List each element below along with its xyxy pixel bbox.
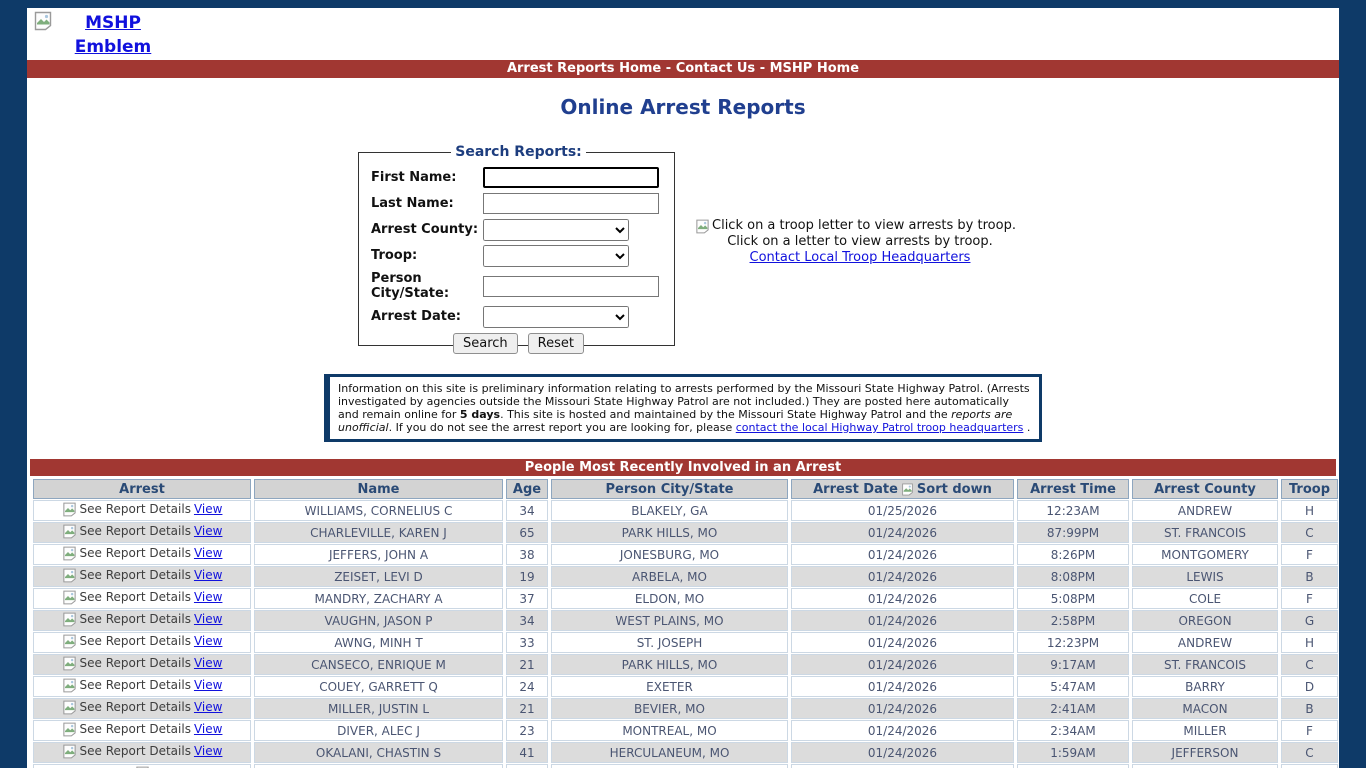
table-row-partial — [33, 764, 1338, 768]
mshp-emblem-link[interactable] — [33, 11, 183, 59]
table-row — [33, 698, 1338, 719]
arrest-county-cell: MACON — [1132, 698, 1278, 719]
contact-troop-headquarters-link[interactable]: contact the local Highway Patrol troop headquarters — [735, 421, 1024, 434]
name-cell: JEFFERS, JOHN A — [254, 544, 503, 565]
page-title: Online Arrest Reports — [560, 95, 806, 119]
arrest-county-cell: ANDREW — [1132, 500, 1278, 521]
col-header-arrest-time[interactable]: Arrest Time — [1017, 479, 1129, 499]
arrest-date-cell: 01/24/2026 — [791, 544, 1014, 565]
arrest-time-cell: 2:34AM — [1017, 720, 1129, 741]
arrest-county-cell: BARRY — [1132, 676, 1278, 697]
arrest-cell — [33, 764, 251, 768]
arrest-cell — [33, 654, 251, 675]
see-report-details-text: See Report Details — [79, 590, 191, 604]
arrest-date-cell: 01/24/2026 — [791, 566, 1014, 587]
troop-select[interactable] — [483, 245, 629, 267]
arrest-county-cell: MILLER — [1132, 720, 1278, 741]
arrests-table-title: People Most Recently Involved in an Arrest — [30, 459, 1336, 476]
age-cell: 23 — [506, 720, 548, 741]
arrest-cell — [33, 698, 251, 719]
notice-text: . If you do not see the arrest report you are looking for, please — [388, 421, 736, 434]
person-city-state-cell: BEVIER, MO — [551, 698, 788, 719]
contact-local-troop-headquarters-link[interactable]: Contact Local Troop Headquarters — [749, 250, 971, 265]
see-report-details-text: See Report Details — [79, 612, 191, 626]
arrest-time-cell: 87:99PM — [1017, 522, 1129, 543]
age-cell: 34 — [506, 500, 548, 521]
name-cell: COUEY, GARRETT Q — [254, 676, 503, 697]
col-header-name[interactable]: Name — [254, 479, 503, 499]
sort-down-alt-text: Sort down — [916, 481, 992, 497]
see-report-details-text: See Report Details — [79, 722, 191, 736]
broken-image-icon — [33, 11, 53, 31]
arrest-time-cell: 2:41AM — [1017, 698, 1129, 719]
person-city-state-cell: BLAKELY, GA — [551, 500, 788, 521]
table-row — [33, 566, 1338, 587]
person-city-state-cell: WEST PLAINS, MO — [551, 610, 788, 631]
age-cell: 21 — [506, 654, 548, 675]
view-report-link[interactable]: View — [193, 722, 223, 736]
person-city-state-cell: PARK HILLS, MO — [551, 522, 788, 543]
nav-separator: - — [661, 61, 676, 76]
arrest-time-cell: 5:47AM — [1017, 676, 1129, 697]
arrest-cell — [33, 676, 251, 697]
arrest-date-cell: 01/24/2026 — [791, 588, 1014, 609]
arrest-cell — [33, 610, 251, 631]
see-report-details-text: See Report Details — [79, 524, 191, 538]
page-content — [27, 8, 1339, 768]
col-header-person-city-state[interactable]: Person City/State — [551, 479, 788, 499]
arrest-date-cell: 01/24/2026 — [791, 522, 1014, 543]
table-header-row — [33, 479, 1338, 499]
troop-cell: H — [1281, 632, 1338, 653]
notice-text: . This site is hosted and maintained by the Missouri State Highway Patrol and the — [500, 408, 952, 421]
broken-image-icon — [62, 722, 77, 737]
troop-map-alt-text: Click on a troop letter to view arrests by troop. — [712, 218, 1016, 233]
age-cell: 41 — [506, 742, 548, 763]
arrest-date-cell: 01/24/2026 — [791, 610, 1014, 631]
see-report-details-text: See Report Details — [79, 700, 191, 714]
arrest-cell — [33, 588, 251, 609]
table-row — [33, 654, 1338, 675]
name-cell: MILLER, JUSTIN L — [254, 698, 503, 719]
arrest-date-cell: 01/24/2026 — [791, 654, 1014, 675]
name-cell: ZEISET, LEVI D — [254, 566, 503, 587]
col-header-troop[interactable]: Troop — [1281, 479, 1338, 499]
broken-image-icon — [62, 678, 77, 693]
age-cell: 37 — [506, 588, 548, 609]
search-button[interactable]: Search — [453, 333, 518, 354]
notice-italic-text: reports are unofficial — [338, 408, 1013, 434]
view-report-link[interactable]: View — [193, 590, 223, 604]
last-name-label: Last Name: — [371, 195, 454, 211]
last-name-input[interactable] — [483, 193, 659, 214]
broken-image-icon — [62, 546, 77, 561]
see-report-details-text: See Report Details — [79, 634, 191, 648]
arrest-cell — [33, 566, 251, 587]
name-cell: WILLIAMS, CORNELIUS C — [254, 500, 503, 521]
nav-mshp-home-link[interactable]: MSHP Home — [769, 61, 860, 76]
troop-cell: B — [1281, 698, 1338, 719]
arrest-county-cell: MONTGOMERY — [1132, 544, 1278, 565]
arrest-date-cell: 01/24/2026 — [791, 698, 1014, 719]
arrest-county-cell: LEWIS — [1132, 566, 1278, 587]
col-header-arrest-county[interactable]: Arrest County — [1132, 479, 1278, 499]
troop-cell: F — [1281, 588, 1338, 609]
table-row — [33, 720, 1338, 741]
sort-down-broken-image-icon — [901, 483, 914, 496]
view-report-link[interactable]: View — [193, 502, 223, 516]
col-header-arrest-date[interactable] — [791, 479, 1014, 499]
table-row — [33, 544, 1338, 565]
person-city-state-cell: JONESBURG, MO — [551, 544, 788, 565]
name-cell: VAUGHN, JASON P — [254, 610, 503, 631]
nav-separator: - — [755, 61, 770, 76]
search-section — [27, 144, 1339, 374]
troop-cell: B — [1281, 566, 1338, 587]
table-row — [33, 522, 1338, 543]
arrest-cell — [33, 500, 251, 521]
arrest-date-label: Arrest Date: — [371, 308, 461, 324]
broken-image-icon — [62, 590, 77, 605]
troop-label: Troop: — [371, 248, 418, 264]
arrests-table-section — [30, 459, 1336, 768]
broken-image-icon — [62, 502, 77, 517]
troop-cell: F — [1281, 544, 1338, 565]
arrest-date-cell: 01/24/2026 — [791, 632, 1014, 653]
arrest-time-cell: 12:23PM — [1017, 632, 1129, 653]
arrest-county-cell: COLE — [1132, 588, 1278, 609]
age-cell: 38 — [506, 544, 548, 565]
arrest-date-select[interactable] — [483, 306, 629, 328]
view-report-link[interactable]: View — [193, 634, 223, 648]
table-row — [33, 500, 1338, 521]
broken-image-icon — [62, 744, 77, 759]
troop-cell: H — [1281, 500, 1338, 521]
top-nav-bar — [27, 60, 1339, 78]
person-city-state-cell: ST. JOSEPH — [551, 632, 788, 653]
person-city-state-cell: EXETER — [551, 676, 788, 697]
arrest-county-select[interactable] — [483, 219, 629, 241]
arrest-time-cell: 1:59AM — [1017, 742, 1129, 763]
notice-text: Information on this site is preliminary information relating to arrests performed by the Missouri State Highway Patrol. (Arrests investigated by agencies outside the Missouri State Highway Patrol are not included.) They are posted here automatically and remain online for — [338, 382, 1030, 421]
see-report-details-text: See Report Details — [79, 678, 191, 692]
person-city-state-label: Person City/State: — [371, 271, 450, 301]
person-city-state-input[interactable] — [483, 276, 659, 297]
reset-button[interactable]: Reset — [528, 333, 584, 354]
arrest-time-cell: 2:58PM — [1017, 610, 1129, 631]
broken-image-icon — [62, 656, 77, 671]
see-report-details-text: See Report Details — [79, 546, 191, 560]
table-row — [33, 742, 1338, 763]
arrest-cell — [33, 544, 251, 565]
arrest-county-cell: JEFFERSON — [1132, 742, 1278, 763]
see-report-details-text: See Report Details — [79, 502, 191, 516]
person-city-state-cell: ARBELA, MO — [551, 566, 788, 587]
person-city-state-cell: MONTREAL, MO — [551, 720, 788, 741]
troop-cell: F — [1281, 720, 1338, 741]
troop-cell: C — [1281, 742, 1338, 763]
arrest-date-cell: 01/24/2026 — [791, 720, 1014, 741]
age-cell: 21 — [506, 698, 548, 719]
troop-cell: C — [1281, 654, 1338, 675]
view-report-link[interactable]: View — [193, 744, 223, 758]
view-report-link[interactable]: View — [193, 700, 223, 714]
age-cell: 19 — [506, 566, 548, 587]
arrest-county-cell: ST. FRANCOIS — [1132, 654, 1278, 675]
age-cell: 24 — [506, 676, 548, 697]
name-cell: MANDRY, ZACHARY A — [254, 588, 503, 609]
arrest-time-cell: 8:26PM — [1017, 544, 1129, 565]
first-name-input[interactable] — [483, 167, 659, 188]
age-cell: 34 — [506, 610, 548, 631]
col-header-arrest[interactable]: Arrest — [33, 479, 251, 499]
see-report-details-text: See Report Details — [79, 744, 191, 758]
name-cell: DIVER, ALEC J — [254, 720, 503, 741]
arrest-date-cell: 01/24/2026 — [791, 676, 1014, 697]
view-report-link[interactable]: View — [193, 612, 223, 626]
table-row — [33, 632, 1338, 653]
arrest-county-label: Arrest County: — [371, 221, 479, 237]
broken-image-icon — [62, 634, 77, 649]
arrest-time-cell: 5:08PM — [1017, 588, 1129, 609]
site-header — [27, 8, 1339, 60]
nav-contact-us-link[interactable]: Contact Us — [675, 61, 756, 76]
age-cell: 33 — [506, 632, 548, 653]
person-city-state-cell: PARK HILLS, MO — [551, 654, 788, 675]
table-row — [33, 676, 1338, 697]
broken-image-icon — [62, 524, 77, 539]
arrest-time-cell: 8:08PM — [1017, 566, 1129, 587]
first-name-label: First Name: — [371, 169, 457, 185]
arrest-date-cell: 01/24/2026 — [791, 742, 1014, 763]
age-cell: 65 — [506, 522, 548, 543]
preliminary-info-notice — [324, 374, 1042, 442]
name-cell: CANSECO, ENRIQUE M — [254, 654, 503, 675]
broken-image-icon — [62, 568, 77, 583]
view-report-link[interactable]: View — [193, 524, 223, 538]
person-city-state-cell: ELDON, MO — [551, 588, 788, 609]
see-report-details-text: See Report Details — [79, 656, 191, 670]
view-report-link[interactable]: View — [193, 568, 223, 582]
troop-map-section — [695, 218, 1025, 266]
arrests-table — [30, 478, 1341, 768]
name-cell: CHARLEVILLE, KAREN J — [254, 522, 503, 543]
table-row — [33, 588, 1338, 609]
arrest-cell — [33, 632, 251, 653]
notice-bold-text: 5 days — [459, 408, 501, 421]
arrest-cell — [33, 720, 251, 741]
name-cell: OKALANI, CHASTIN S — [254, 742, 503, 763]
arrest-date-cell: 01/25/2026 — [791, 500, 1014, 521]
name-cell: AWNG, MINH T — [254, 632, 503, 653]
view-report-link[interactable]: View — [193, 678, 223, 692]
arrest-time-cell: 9:17AM — [1017, 654, 1129, 675]
troop-cell: C — [1281, 522, 1338, 543]
arrest-county-cell: OREGON — [1132, 610, 1278, 631]
nav-arrest-reports-home-link[interactable]: Arrest Reports Home — [506, 61, 662, 76]
search-reports-fieldset — [358, 144, 675, 351]
arrest-date-header-label: Arrest Date — [813, 481, 898, 497]
broken-image-icon — [62, 700, 77, 715]
see-report-details-text: See Report Details — [79, 568, 191, 582]
arrest-time-cell: 12:23AM — [1017, 500, 1129, 521]
arrest-cell — [33, 522, 251, 543]
troop-cell: G — [1281, 610, 1338, 631]
view-report-link[interactable]: View — [193, 546, 223, 560]
arrest-cell — [33, 742, 251, 763]
emblem-alt-text: MSHP Emblem — [74, 13, 152, 57]
troop-cell: D — [1281, 676, 1338, 697]
search-reports-legend: Search Reports: — [455, 144, 582, 160]
view-report-link[interactable]: View — [193, 656, 223, 670]
broken-image-icon — [62, 612, 77, 627]
table-row — [33, 610, 1338, 631]
col-header-age[interactable]: Age — [506, 479, 548, 499]
troop-map-broken-image-icon — [695, 219, 710, 234]
person-city-state-cell: HERCULANEUM, MO — [551, 742, 788, 763]
notice-text: . — [1023, 421, 1031, 434]
arrest-county-cell: ANDREW — [1132, 632, 1278, 653]
troop-caption: Click on a letter to view arrests by troop. — [727, 234, 993, 249]
arrest-county-cell: ST. FRANCOIS — [1132, 522, 1278, 543]
